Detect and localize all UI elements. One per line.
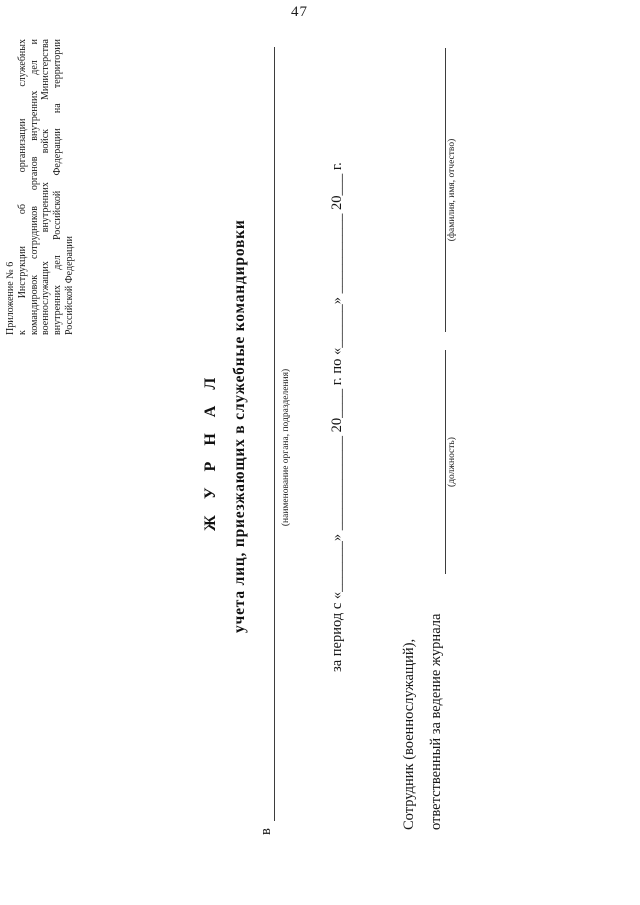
organization-fill-line bbox=[258, 47, 275, 821]
appendix-line: Приложение № 6 bbox=[5, 261, 16, 335]
page-number: 47 bbox=[291, 4, 308, 20]
responsible-line-2: ответственный за ведение журнала bbox=[428, 613, 444, 830]
name-fill-line bbox=[428, 48, 446, 332]
appendix-line: к Инструкции об организации служебных bbox=[16, 39, 28, 335]
appendix-line: командировок сотрудников органов внутренних дел и bbox=[28, 39, 40, 335]
appendix-line: Российской Федерации bbox=[63, 235, 75, 335]
position-caption: (должность) bbox=[447, 437, 457, 487]
appendix-header-block bbox=[5, 39, 76, 335]
name-caption: (фамилия, имя, отчество) bbox=[447, 138, 457, 242]
responsible-person-block bbox=[401, 48, 463, 830]
appendix-line: внутренних дел Российской Федерации на территории bbox=[52, 39, 64, 335]
organization-caption: (наименование органа, подразделения) bbox=[281, 368, 291, 527]
document-title: Ж У Р Н А Л bbox=[202, 371, 219, 531]
period-line: за период с «_______» _____________ 20____ г. по «______» ___________ 20___ г. bbox=[329, 162, 345, 672]
appendix-line: военнослужащих внутренних войск Министерства bbox=[40, 39, 52, 335]
organization-fill-row bbox=[258, 47, 275, 835]
in-label: в bbox=[258, 828, 274, 835]
responsible-line-1: Сотрудник (военнослужащий), bbox=[401, 638, 417, 830]
document-subtitle: учета лиц, приезжающих в служебные командировки bbox=[231, 219, 248, 633]
position-fill-line bbox=[428, 350, 446, 574]
